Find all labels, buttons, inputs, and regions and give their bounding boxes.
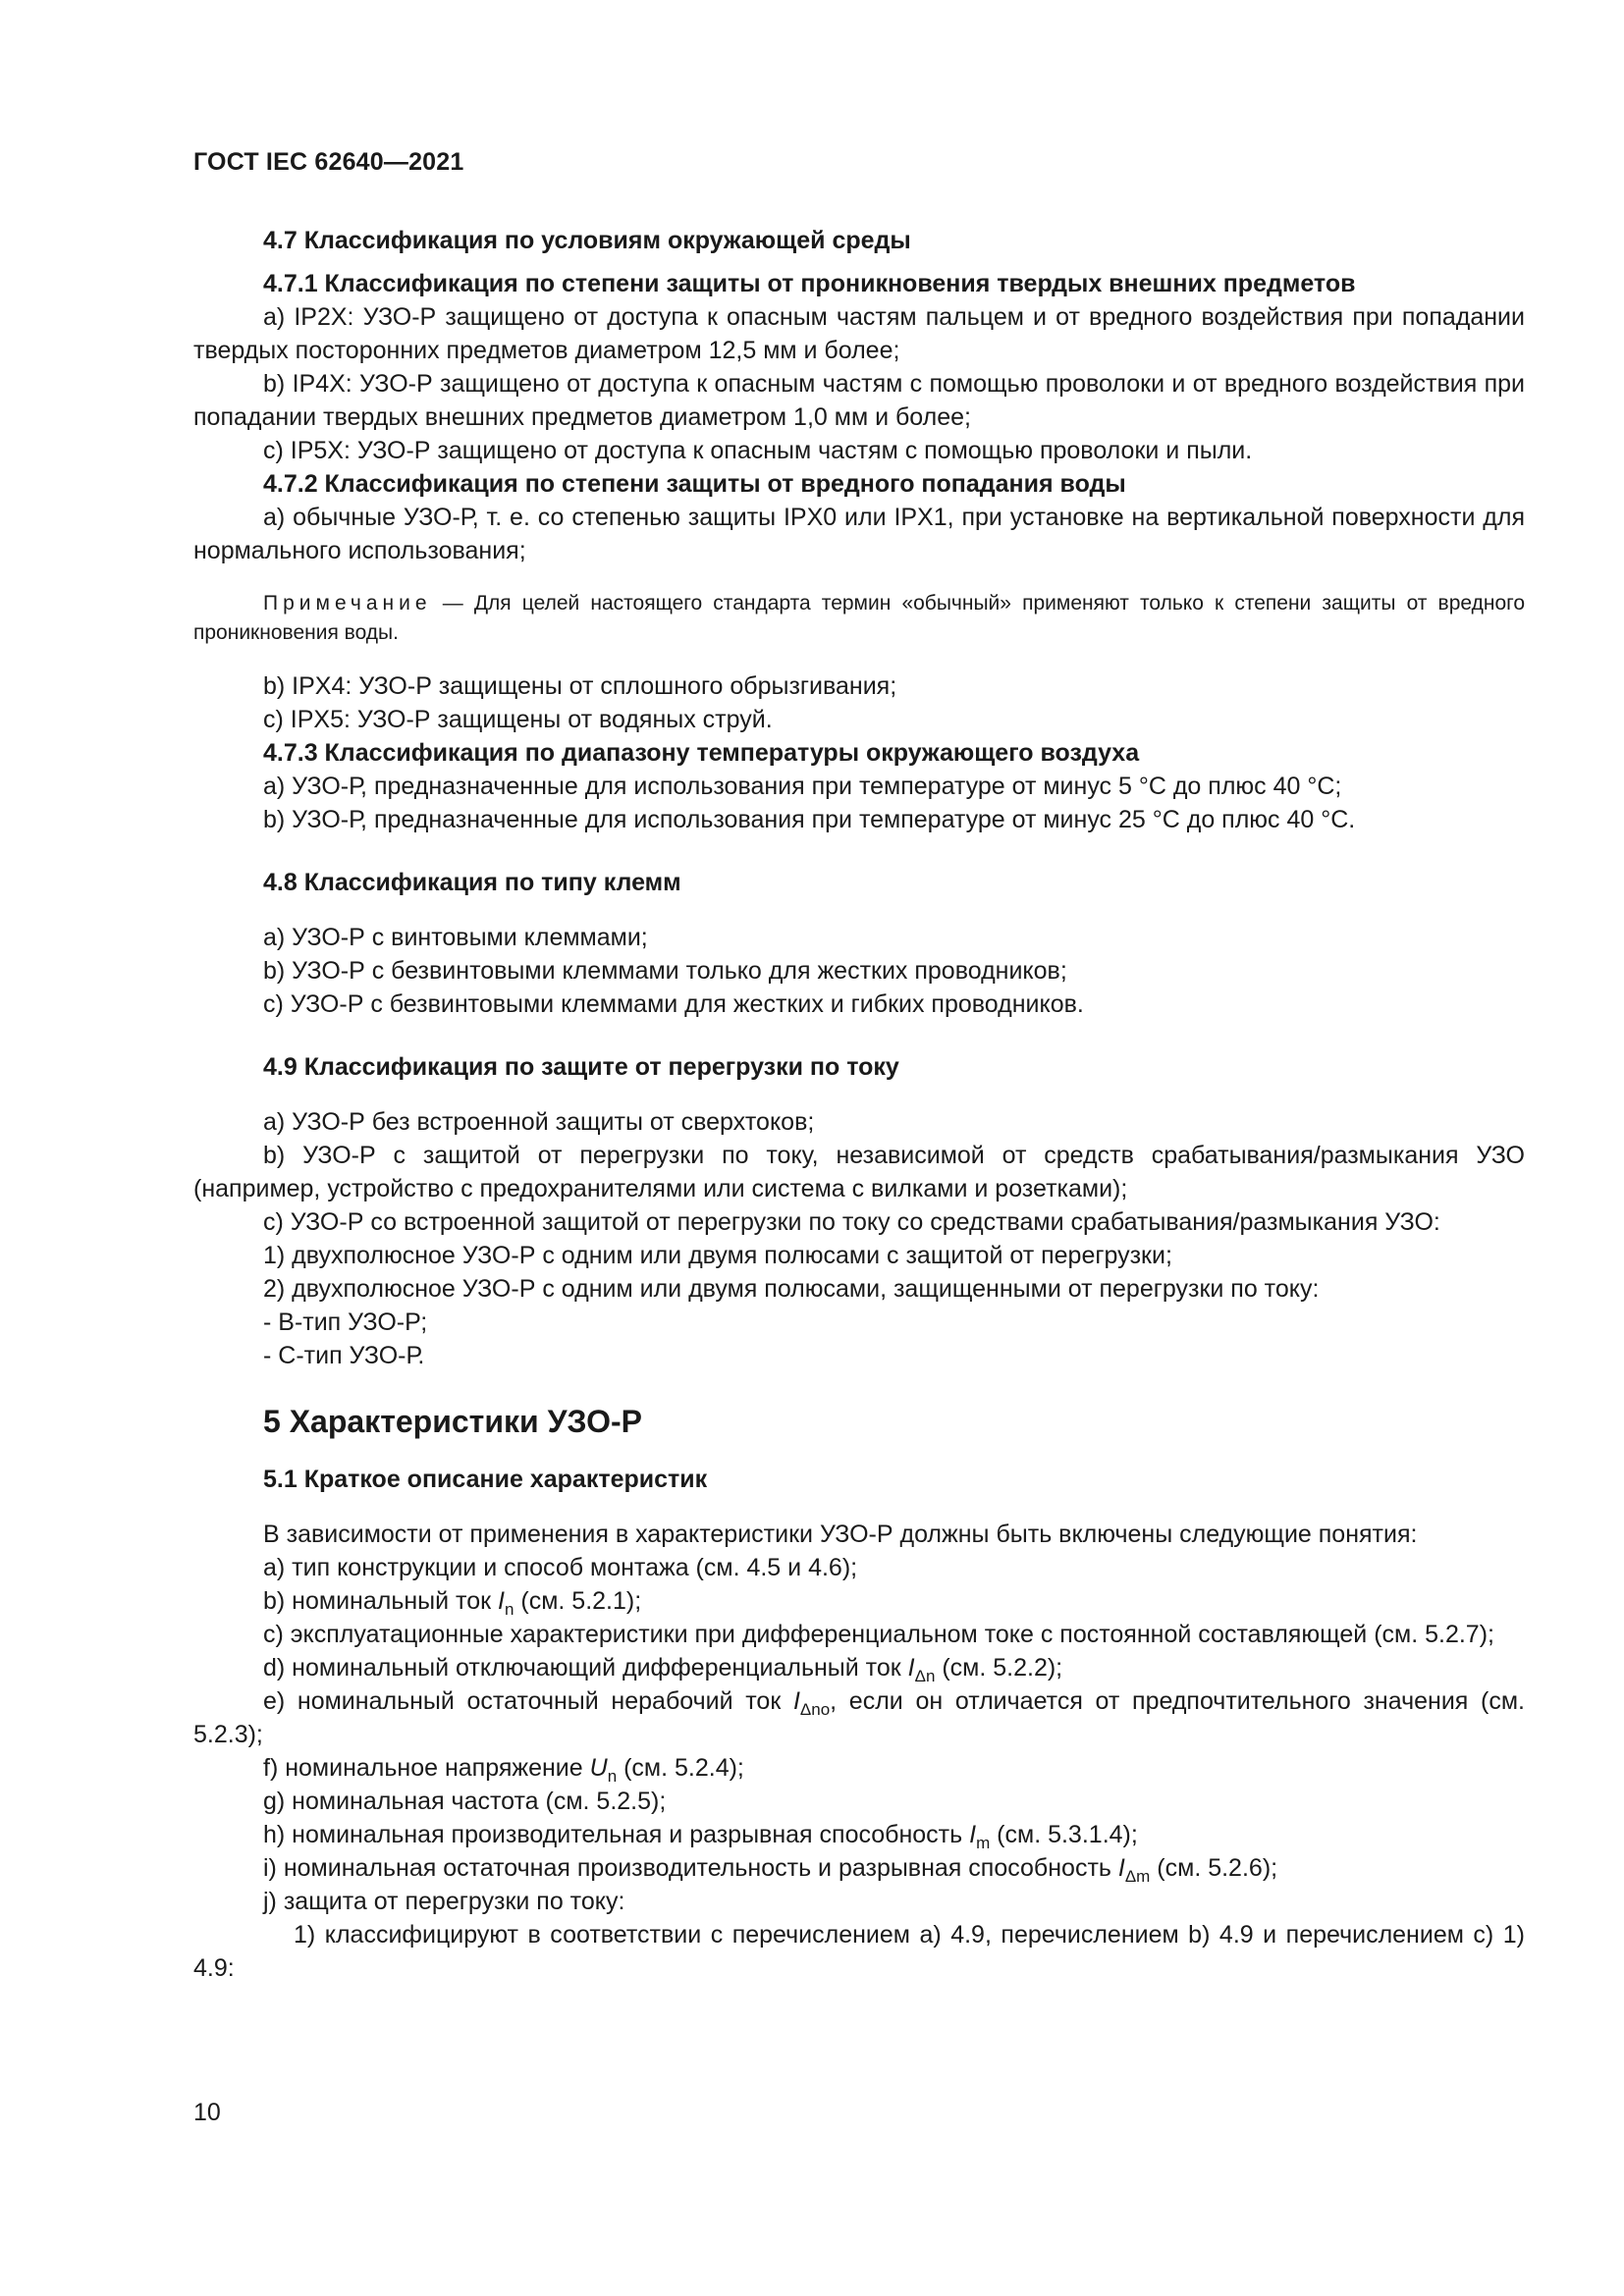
list-item: b) УЗО-Р с защитой от перегрузки по току, независимой от средств срабатывания/размыкания УЗО (например, устройство с предохранителями или система с вилками и розетками); bbox=[193, 1142, 1525, 1202]
list-item: b) УЗО-Р с безвинтовыми клеммами только для жестких проводников; bbox=[263, 957, 1067, 985]
list-item: b) номинальный ток $I_n$ (см. 5.2.1); bbox=[263, 1587, 642, 1619]
list-item: d) номинальный отключающий дифференциальный ток $I_{\Delta n}$ (см. 5.2.2); bbox=[263, 1654, 1063, 1685]
list-item: g) номинальная частота (см. 5.2.5); bbox=[263, 1788, 667, 1815]
page-number: 10 bbox=[193, 2099, 221, 2126]
list-item: h) номинальная производительная и разрывная способность $I_m$ (см. 5.3.1.4); bbox=[263, 1821, 1138, 1852]
section-4-9-title: 4.9 Классификация по защите от перегрузки по току bbox=[263, 1053, 899, 1081]
list-item: 1) классифицируют в соответствии с перечислением а) 4.9, перечислением b) 4.9 и перечислением c) 1) 4.9: bbox=[193, 1921, 1525, 1982]
list-item: c) УЗО-Р со встроенной защитой от перегрузки по току со средствами срабатывания/размыкания УЗО: bbox=[263, 1208, 1440, 1236]
list-item: а) УЗО-Р, предназначенные для использования при температуре от минус 5 °С до плюс 40 °С; bbox=[263, 773, 1342, 800]
section-4-7-2-title: 4.7.2 Классификация по степени защиты от вредного попадания воды bbox=[263, 470, 1126, 498]
list-item: i) номинальная остаточная производительность и разрывная способность $I_{\Delta m}$ (см. 5.2.6); bbox=[263, 1854, 1278, 1886]
section-4-8-title: 4.8 Классификация по типу клемм bbox=[263, 869, 681, 896]
list-item: - С-тип УЗО-Р. bbox=[263, 1342, 425, 1369]
list-item: j) защита от перегрузки по току: bbox=[263, 1888, 625, 1915]
list-item: а) УЗО-Р без встроенной защиты от сверхтоков; bbox=[263, 1108, 815, 1136]
list-item: а) обычные УЗО-Р, т. е. со степенью защиты IPX0 или IPX1, при установке на вертикальной поверхности для нормального использования; bbox=[193, 504, 1525, 564]
list-item: а) IP2X: УЗО-Р защищено от доступа к опасным частям пальцем и от вредного воздействия при попадании твердых посторонних предметов диаметром 12,5 мм и более; bbox=[193, 303, 1525, 364]
list-item: c) УЗО-Р с безвинтовыми клеммами для жестких и гибких проводников. bbox=[263, 990, 1084, 1018]
list-item: f) номинальное напряжение $U_n$ (см. 5.2.4); bbox=[263, 1754, 744, 1786]
document-body bbox=[193, 224, 1525, 1985]
list-item: c) IP5X: УЗО-Р защищено от доступа к опасным частям с помощью проволоки и пыли. bbox=[263, 437, 1253, 464]
section-5-1-title: 5.1 Краткое описание характеристик bbox=[263, 1466, 708, 1493]
section-5-title: 5 Характеристики УЗО-Р bbox=[263, 1404, 643, 1439]
paragraph: В зависимости от применения в характеристики УЗО-Р должны быть включены следующие понятия: bbox=[263, 1521, 1418, 1548]
section-4-7-1-title: 4.7.1 Классификация по степени защиты от проникновения твердых внешних предметов bbox=[263, 270, 1356, 297]
section-4-7-title: 4.7 Классификация по условиям окружающей среды bbox=[263, 227, 911, 254]
list-item: b) УЗО-Р, предназначенные для использования при температуре от минус 25 °С до плюс 40 °С. bbox=[263, 806, 1356, 833]
list-item: е) номинальный остаточный нерабочий ток $I_{\Delta no}$, если он отличается от предпочтительного значения (см. 5.2.3); bbox=[193, 1687, 1525, 1748]
list-item: c) эксплуатационные характеристики при дифференциальном токе с постоянной составляющей (см. 5.2.7); bbox=[263, 1621, 1494, 1648]
list-item: - В-тип УЗО-Р; bbox=[263, 1308, 428, 1336]
section-4-7-3-title: 4.7.3 Классификация по диапазону температуры окружающего воздуха bbox=[263, 739, 1140, 767]
note-label: Примечание bbox=[263, 592, 432, 614]
list-item: b) IP4X: УЗО-Р защищено от доступа к опасным частям с помощью проволоки и от вредного воздействия при попадании твердых внешних предметов диаметром 1,0 мм и более; bbox=[193, 370, 1525, 431]
note-text: — Для целей настоящего стандарта термин «обычный» применяют только к степени защиты от вредного проникновения воды. bbox=[193, 592, 1525, 644]
document-header: ГОСТ IEC 62640—2021 bbox=[193, 148, 464, 176]
list-item: а) тип конструкции и способ монтажа (см. 4.5 и 4.6); bbox=[263, 1554, 858, 1581]
note bbox=[193, 589, 1525, 648]
list-item: 2) двухполюсное УЗО-Р с одним или двумя полюсами, защищенными от перегрузки по току: bbox=[263, 1275, 1320, 1303]
list-item: c) IPX5: УЗО-Р защищены от водяных струй. bbox=[263, 706, 773, 733]
list-item: b) IPX4: УЗО-Р защищены от сплошного обрызгивания; bbox=[263, 672, 897, 700]
list-item: 1) двухполюсное УЗО-Р с одним или двумя полюсами с защитой от перегрузки; bbox=[263, 1242, 1172, 1269]
list-item: а) УЗО-Р с винтовыми клеммами; bbox=[263, 924, 648, 951]
